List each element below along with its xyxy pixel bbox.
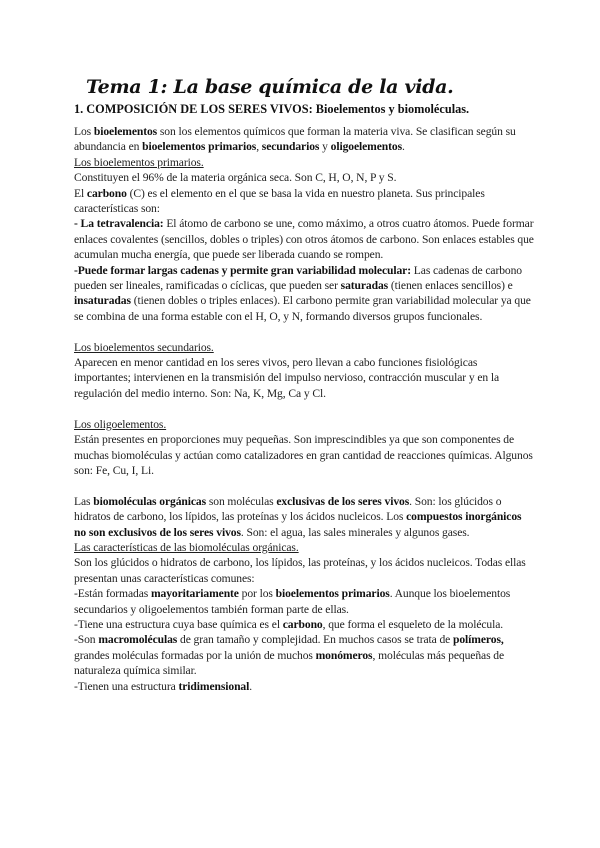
carbono-paragraph: El carbono (C) es el elemento en el que se basa la vida en nuestro planeta. Sus principales características son: (74, 186, 485, 216)
spacer (74, 401, 534, 416)
spacer (74, 324, 534, 339)
biomoleculas-paragraph: Las biomoléculas orgánicas son moléculas exclusivas de los seres vivos. Son: los glúcidos o hidratos de carbono, los lípidos, las proteínas y los ácidos nucleicos. Los compuestos inorgánicos no son exclusivos de los seres vivos. Son: el agua, las sales minerales y algunos gases. (74, 494, 522, 539)
spacer (74, 478, 534, 493)
oligo-paragraph: Están presentes en proporciones muy pequeñas. Son imprescindibles ya que son componentes de muchas biomoléculas y actúan como catalizadores en gran cantidad de reacciones químicas. Algunos son: Fe, Cu, I, Li. (74, 433, 533, 477)
intro-paragraph: Los bioelementos son los elementos químicos que forman la materia viva. Se clasifican según su abundancia en bioelementos primarios, secundarios y oligoelementos. (74, 125, 516, 154)
caracteristicas-heading: Las características de las biomoléculas orgánicas. (74, 540, 299, 554)
document-body (74, 124, 534, 694)
oligo-heading: Los oligoelementos. (74, 417, 167, 431)
secundarios-paragraph: Aparecen en menor cantidad en los seres vivos, pero llevan a cabo funciones fisiológicas importantes; intervienen en la transmisión del impulso nervioso, contracción muscular y en la regulación del medio interno. Son: Na, K, Mg, Ca y Cl. (74, 356, 500, 400)
list-item: -Tiene una estructura cuya base química es el carbono, que forma el esqueleto de la molécula. (74, 617, 504, 631)
primarios-line: Constituyen el 96% de la materia orgánica seca. Son C, H, O, N, P y S. (74, 171, 397, 185)
tetravalencia-paragraph: - La tetravalencia: El átomo de carbono se une, como máximo, a otros cuatro átomos. Puede formar enlaces covalentes (sencillos, dobles o triples) con otros átomos de carbono. Son enlaces estables que acumulan mucha energía, que puede ser liberada cuando se rompen. (74, 217, 534, 262)
document-title: Tema 1: La base química de la vida. (86, 76, 454, 98)
cadenas-paragraph: -Puede formar largas cadenas y permite gran variabilidad molecular: Las cadenas de carbono pueden ser lineales, ramificadas o cíclicas, que pueden ser saturadas (tienen enlaces sencillos) e insaturadas (tienen dobles o triples enlaces). El carbono permite gran variabilidad molecular ya que se combina de una forma estable con el H, O, y N, formando diversos grupos funcionales. (74, 263, 531, 323)
list-item: -Son macromoléculas de gran tamaño y complejidad. En muchos casos se trata de polímeros, grandes moléculas formadas por la unión de muchos monómeros, moléculas más pequeñas de naturaleza química similar. (74, 633, 505, 678)
primarios-heading: Los bioelementos primarios. (74, 155, 204, 169)
list-item: -Tienen una estructura tridimensional. (74, 679, 253, 693)
secundarios-heading: Los bioelementos secundarios. (74, 340, 214, 354)
section-heading: 1. COMPOSICIÓN DE LOS SERES VIVOS: Bioelementos y biomoléculas. (74, 102, 470, 116)
caracteristicas-line: Son los glúcidos o hidratos de carbono, los lípidos, las proteínas, y los ácidos nucleicos. Todas ellas presentan unas características comunes: (74, 556, 526, 585)
list-item: -Están formadas mayoritariamente por los bioelementos primarios. Aunque los bioelementos secundarios y oligoelementos también forman parte de ellas. (74, 587, 511, 616)
